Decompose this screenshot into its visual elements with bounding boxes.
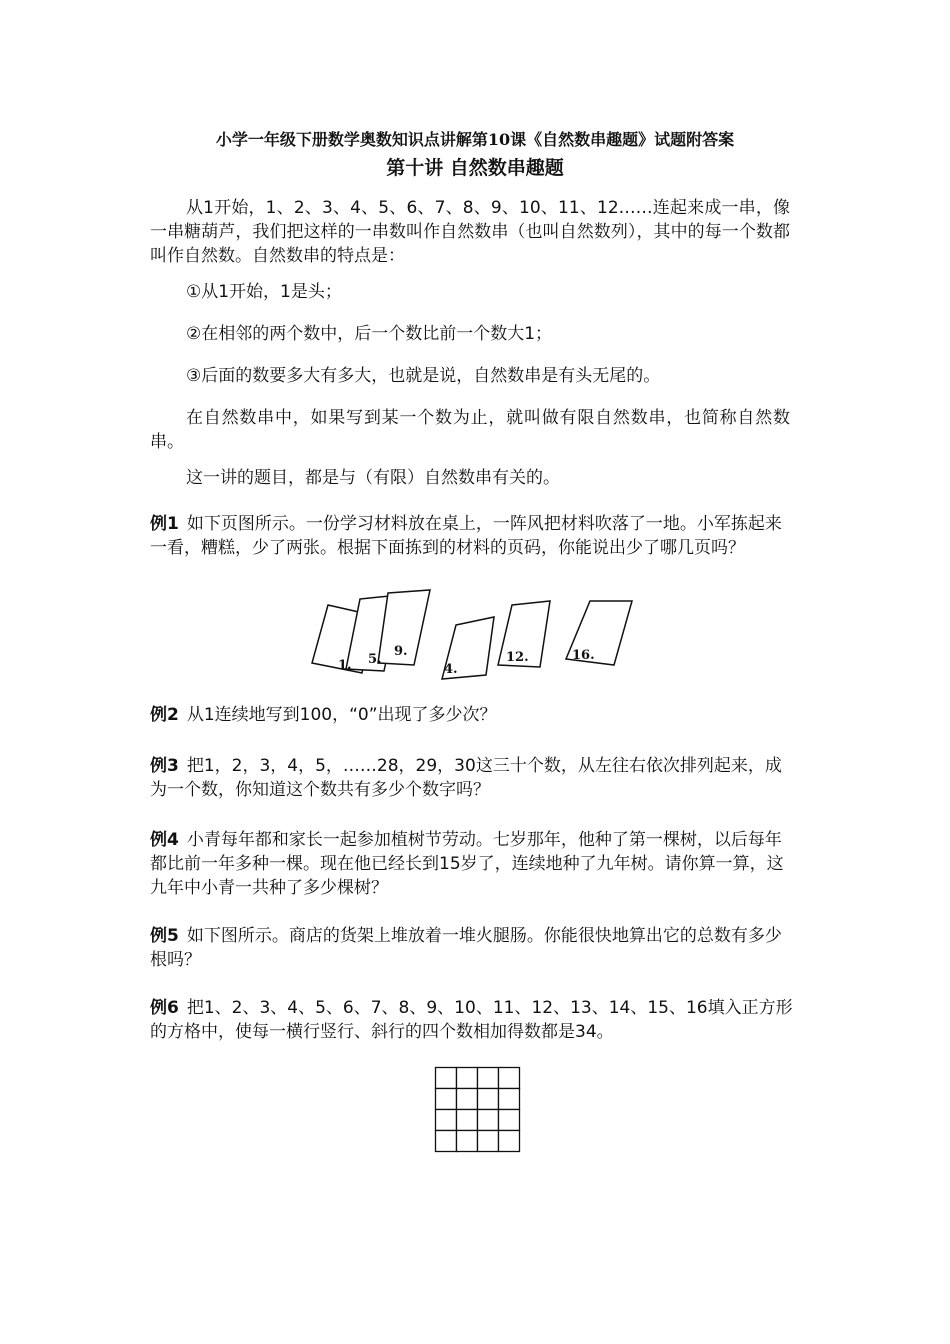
- feature-point-3: ③后面的数要多大有多大，也就是说，自然数串是有头无尾的。: [186, 366, 661, 386]
- feature-point-1: ①从1开始，1是头；: [186, 282, 342, 302]
- grid-cell: [499, 1110, 520, 1131]
- lecture-scope-paragraph: 这一讲的题目，都是与（有限）自然数串有关的。: [186, 468, 560, 488]
- intro-paragraph: 从1开始，1、2、3、4、5、6、7、8、9、10、11、12……连起来成一串，像一串糖葫芦，我们把这样的一串数叫作自然数串（也叫自然数列），其中的每一个数都叫作自然数。自然数串的特点是：: [150, 198, 790, 266]
- feature-point-2: ②在相邻的两个数中，后一个数比前一个数大1；: [186, 324, 553, 344]
- grid-cell: [436, 1131, 457, 1152]
- example-1: [150, 512, 795, 560]
- grid-cell: [457, 1089, 478, 1110]
- example-6: [150, 996, 795, 1044]
- example-2-label: 例2: [150, 705, 179, 725]
- example-1-text: 如下页图所示。一份学习材料放在桌上，一阵风把材料吹落了一地。小军拣起来一看，糟糕，少了两张。根据下面拣到的材料的页码，你能说出少了哪几页吗？: [150, 514, 782, 558]
- example-3: [150, 754, 795, 802]
- magic-square-grid: [434, 1066, 522, 1154]
- example-2-text: 从1连续地写到100，“0”出现了多少次？: [186, 705, 497, 725]
- example-5-label: 例5: [150, 926, 179, 946]
- page-number-16: 16.: [572, 648, 595, 663]
- page-number-9: 9.: [394, 644, 408, 659]
- grid-cell: [457, 1110, 478, 1131]
- example-5: [150, 924, 795, 972]
- grid-cell: [436, 1089, 457, 1110]
- finite-series-paragraph: 在自然数串中，如果写到某一个数为止，就叫做有限自然数串，也简称自然数串。: [150, 408, 790, 452]
- grid-cell: [478, 1131, 499, 1152]
- example-4-text: 小青每年都和家长一起参加植树节劳动。七岁那年，他种了第一棵树，以后每年都比前一年多种一棵。现在他已经长到15岁了，连续地种了九年树。请你算一算，这九年中小青一共种了多少棵树？: [150, 830, 784, 898]
- example-3-text: 把1，2，3，4，5，……28，29，30这三十个数，从左往右依次排列起来，成为一个数，你知道这个数共有多少个数字吗？: [150, 756, 782, 800]
- example-4: [150, 828, 795, 900]
- example-5-text: 如下图所示。商店的货架上堆放着一堆火腿肠。你能很快地算出它的总数有多少根吗？: [150, 926, 782, 970]
- grid-cell: [499, 1089, 520, 1110]
- example-6-text: 把1、2、3、4、5、6、7、8、9、10、11、12、13、14、15、16填入正方形的方格中，使每一横行竖行、斜行的四个数相加得数都是34。: [150, 998, 793, 1042]
- document-title: 小学一年级下册数学奥数知识点讲解第10课《自然数串趣题》试题附答案: [215, 130, 735, 149]
- lecture-title: 第十讲 自然数串趣题: [386, 157, 564, 179]
- grid-cell: [499, 1068, 520, 1089]
- page-number-5: 5.: [368, 652, 382, 667]
- page-number-4: 4.: [444, 662, 458, 677]
- example-3-label: 例3: [150, 756, 179, 776]
- grid-cell: [457, 1068, 478, 1089]
- page-number-1: 1.: [338, 658, 352, 673]
- grid-cell: [478, 1110, 499, 1131]
- grid-cell: [478, 1068, 499, 1089]
- example-4-label: 例4: [150, 830, 179, 850]
- grid-cell: [436, 1068, 457, 1089]
- page-number-12: 12.: [506, 650, 529, 665]
- scattered-pages-figure: [300, 585, 650, 685]
- example-6-label: 例6: [150, 998, 179, 1018]
- grid-cell: [457, 1131, 478, 1152]
- example-1-label: 例1: [150, 514, 179, 534]
- grid-cell: [499, 1131, 520, 1152]
- grid-cell: [478, 1089, 499, 1110]
- example-2: [150, 703, 795, 727]
- grid-cell: [436, 1110, 457, 1131]
